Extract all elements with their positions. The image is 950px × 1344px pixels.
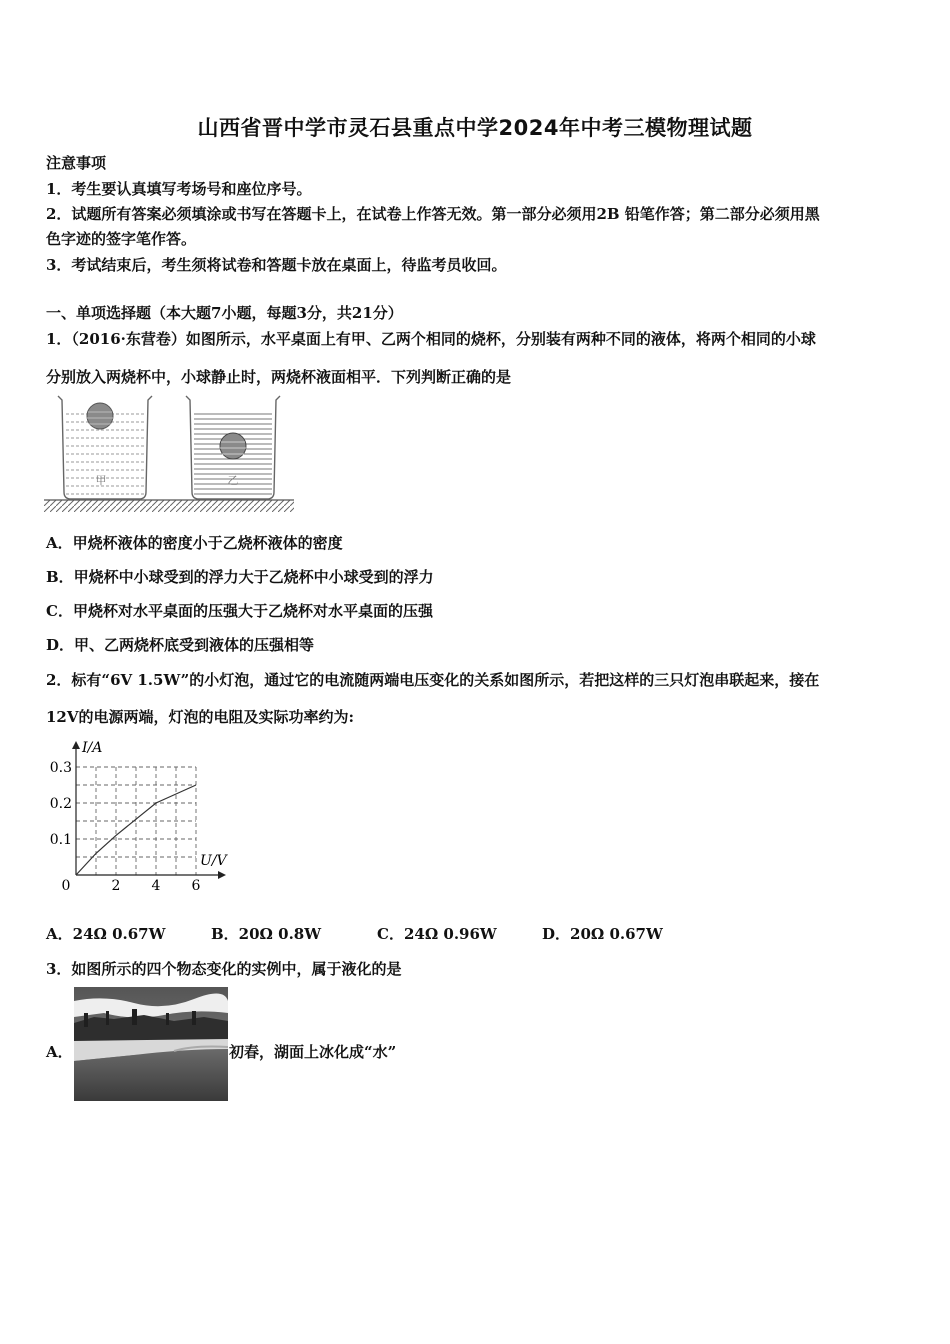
beaker-b bbox=[186, 396, 280, 499]
x-tick-label: 2 bbox=[111, 878, 121, 893]
q2-option-c: C．24Ω 0.96W bbox=[377, 925, 497, 943]
q2-option-a: A．24Ω 0.67W bbox=[46, 925, 166, 943]
q1-stem-line2: 分别放入两烧杯中，小球静止时，两烧杯液面相平．下列判断正确的是 bbox=[46, 368, 512, 386]
q1-option-d: D．甲、乙两烧杯底受到液体的压强相等 bbox=[46, 636, 315, 654]
x-tick-label: 0 bbox=[61, 878, 71, 893]
q2-stem-line1: 2．标有“6V 1.5W”的小灯泡，通过它的电流随两端电压变化的关系如图所示，若把这样的三只灯泡串联起来，接在 bbox=[46, 671, 820, 689]
iu-chart bbox=[44, 735, 240, 893]
notice-heading: 注意事项 bbox=[46, 154, 107, 172]
q3-option-a-label: A． bbox=[46, 1043, 73, 1061]
q2-option-b: B．20Ω 0.8W bbox=[211, 925, 322, 943]
notice-item-1: 1．考生要认真填写考场号和座位序号。 bbox=[46, 180, 312, 198]
chart-ticks bbox=[50, 760, 201, 893]
q1-option-c: C．甲烧杯对水平桌面的压强大于乙烧杯对水平桌面的压强 bbox=[46, 602, 433, 620]
x-axis-arrow bbox=[218, 871, 226, 879]
q2-option-d: D．20Ω 0.67W bbox=[542, 925, 663, 943]
q3-option-a-text: 初春，湖面上冰化成“水” bbox=[229, 1043, 397, 1061]
table-hatch bbox=[44, 500, 294, 512]
q2-stem-line2: 12V的电源两端，灯泡的电阻及实际功率约为: bbox=[46, 708, 355, 726]
y-axis-label: I/A bbox=[82, 740, 103, 756]
beaker-a bbox=[58, 396, 152, 499]
y-tick-label: 0.2 bbox=[49, 796, 72, 812]
ball-a bbox=[87, 403, 113, 429]
y-tick-label: 0.3 bbox=[49, 760, 72, 776]
q1-option-b: B．甲烧杯中小球受到的浮力大于乙烧杯中小球受到的浮力 bbox=[46, 568, 434, 586]
lake-photo bbox=[74, 987, 228, 1101]
q3-stem: 3．如图所示的四个物态变化的实例中，属于液化的是 bbox=[46, 960, 402, 978]
notice-item-2-cont: 色字迹的签字笔作答。 bbox=[46, 230, 197, 248]
y-tick-label: 0.1 bbox=[49, 832, 72, 848]
section-heading: 一、单项选择题（本大题7小题，每题3分，共21分） bbox=[46, 304, 403, 322]
beaker-b-label: 乙 bbox=[227, 474, 239, 487]
x-axis-label: U/V bbox=[200, 853, 227, 869]
q1-option-a: A．甲烧杯液体的密度小于乙烧杯液体的密度 bbox=[46, 534, 343, 552]
notice-item-2: 2．试题所有答案必须填涂或书写在答题卡上，在试卷上作答无效。第一部分必须用2B 铅笔作答；第二部分必须用黑 bbox=[46, 205, 820, 223]
chart-grid bbox=[76, 767, 196, 875]
q1-stem-line1: 1．（2016·东营卷）如图所示，水平桌面上有甲、乙两个相同的烧杯，分别装有两种不同的液体，将两个相同的小球 bbox=[46, 330, 816, 348]
x-tick-label: 6 bbox=[191, 878, 201, 893]
ball-b bbox=[220, 433, 246, 459]
notice-item-3: 3．考试结束后，考生须将试卷和答题卡放在桌面上，待监考员收回。 bbox=[46, 256, 507, 274]
beaker-a-label: 甲 bbox=[95, 474, 107, 487]
beakers-figure bbox=[44, 392, 294, 514]
x-tick-label: 4 bbox=[151, 878, 161, 893]
y-axis-arrow bbox=[72, 741, 80, 749]
page-title: 山西省晋中学市灵石县重点中学2024年中考三模物理试题 bbox=[197, 116, 753, 140]
